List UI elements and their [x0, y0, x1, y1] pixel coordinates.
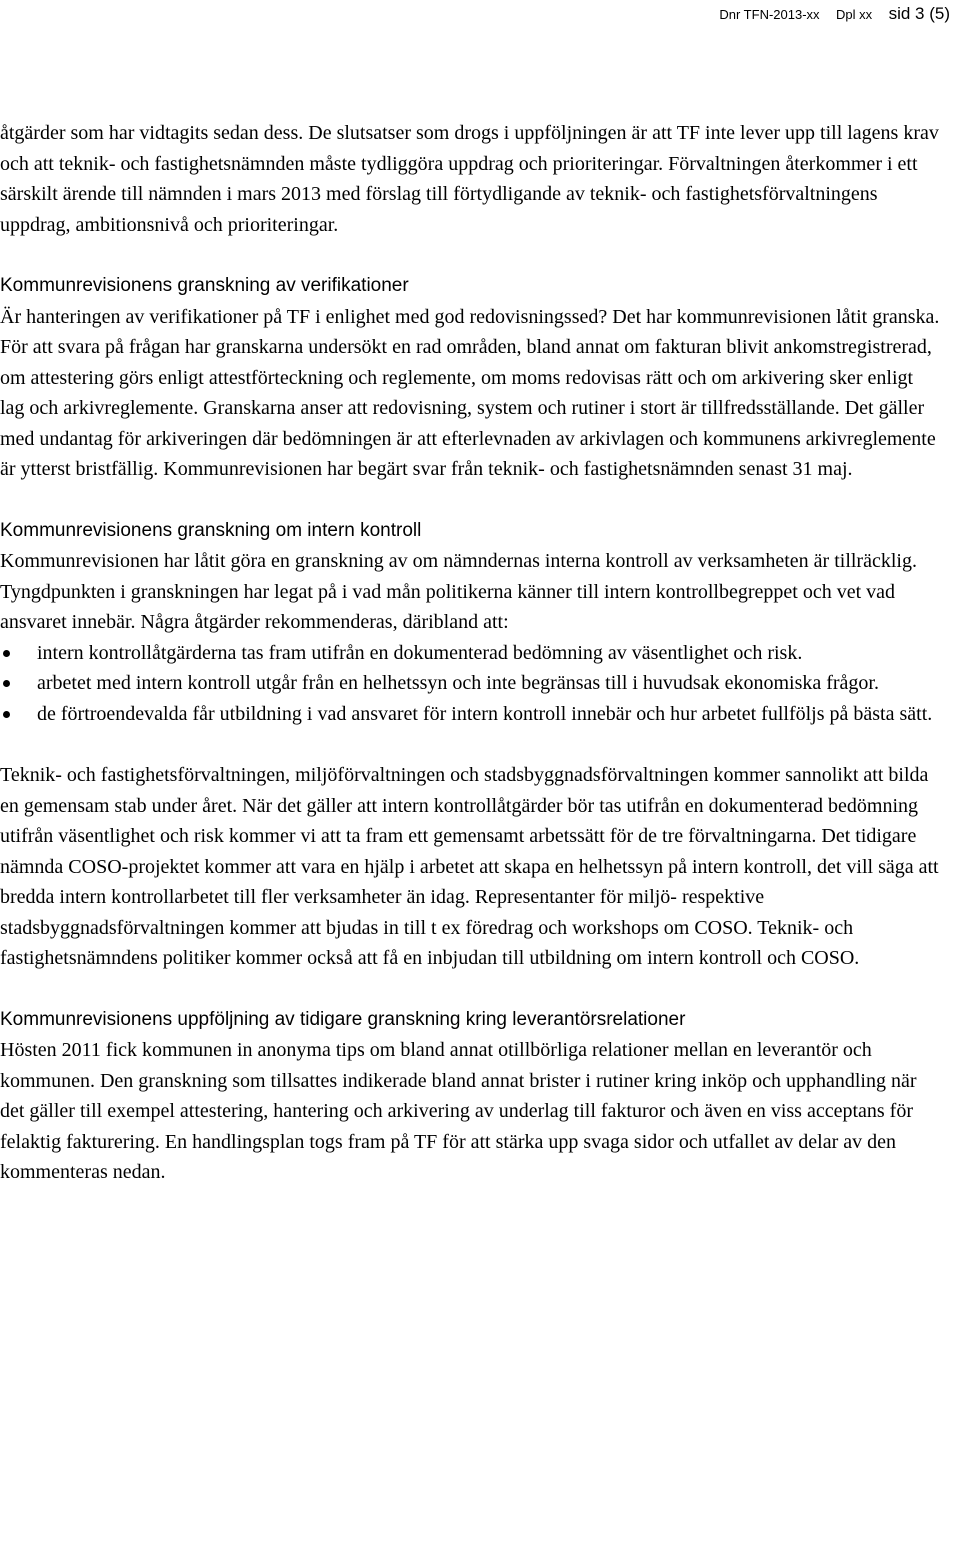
section-paragraph-verifications: Är hanteringen av verifikationer på TF i enlighet med god redovisningssed? Det har kommunrevisionen låtit granska. För att svara på frågan har granskarna undersökt en rad områden, bland annat om fakturan blivit ankomstregistrerad, om attestering görs enligt attestförteckning och reglemente, om moms redovisas rätt och om arkivering sker enligt lag och arkivreglemente. Granskarna anser att redovisning, system och rutiner i stort är tillfredsställande. Det gäller med undantag för arkiveringen där bedömningen är att efterlevnaden av arkivlagen och kommunens arkivreglemente är ytterst bristfällig. Kommunrevisionen har begärt svar från teknik- och fastighetsnämnden senast 31 maj.: [0, 305, 940, 480]
section-heading-supplier-relations: Kommunrevisionens uppföljning av tidigare granskning kring leverantörsrelationer: [0, 1008, 686, 1030]
recommendation-list: [0, 638, 940, 730]
section-heading-internal-control: Kommunrevisionens granskning om intern kontroll: [0, 519, 422, 541]
list-item: arbetet med intern kontroll utgår från en helhetssyn och inte begränsas till i huvudsak ekonomiska frågor.: [0, 668, 940, 699]
page-header: [719, 4, 950, 24]
list-item: intern kontrollåtgärderna tas fram utifrån en dokumenterad bedömning av väsentlighet och risk.: [0, 638, 940, 669]
section-paragraph-supplier-relations: Hösten 2011 fick kommunen in anonyma tips om bland annat otillbörliga relationer mellan en leverantör och kommunen. Den granskning som tillsattes indikerade bland annat brister i rutiner kring inköp och upphandling när det gäller till exempel attestering, hantering och arkivering av underlag till fakturor och även en viss acceptans för felaktig fakturering. En handlingsplan togs fram på TF för att stärka upp svaga sidor och utfallet av delar av den kommenteras nedan.: [0, 1039, 917, 1183]
bullet-icon: [3, 680, 10, 687]
document-body: [0, 118, 940, 1188]
section-paragraph-joint-staff: Teknik- och fastighetsförvaltningen, miljöförvaltningen och stadsbyggnadsförvaltningen kommer sannolikt att bilda en gemensam stab under året. När det gäller att intern kontrollåtgärder bör tas utifrån en dokumenterad bedömning utifrån väsentlighet och risk kommer vi att ta fram ett gemensamt arbetssätt för de tre förvaltningarna. Det tidigare nämnda COSO-projektet kommer att vara en hjälp i arbetet att skapa en helhetssyn på intern kontroll, det vill säga att bredda intern kontrollarbetet till fler verksamheter än idag. Representanter för miljö- respektive stadsbyggnadsförvaltningen kommer att bjudas in till t ex föredrag och workshops om COSO. Teknik- och fastighetsnämndens politiker kommer också att få en inbjudan till utbildning om intern kontroll och COSO.: [0, 764, 939, 969]
bullet-icon: [3, 650, 10, 657]
document-number: Dnr TFN-2013-xx: [719, 7, 820, 22]
section-paragraph-internal-control: Kommunrevisionen har låtit göra en granskning av om nämndernas interna kontroll av verksamheten är tillräcklig. Tyngdpunkten i granskningen har legat på i vad mån politikerna känner till intern kontrollbegreppet och vet vad ansvaret innebär. Några åtgärder rekommenderas, däribland att:: [0, 550, 917, 633]
diary-plan-number: Dpl xx: [836, 7, 873, 22]
page-number: sid 3 (5): [888, 4, 950, 23]
bullet-icon: [3, 711, 10, 718]
intro-paragraph: åtgärder som har vidtagits sedan dess. De slutsatser som drogs i uppföljningen är att TF inte lever upp till lagens krav och att teknik- och fastighetsnämnden måste tydliggöra uppdrag och prioriteringar. Förvaltningen återkommer i ett särskilt ärende till nämnden i mars 2013 med förslag till förtydligande av teknik- och fastighetsförvaltningens uppdrag, ambitionsnivå och prioriteringar.: [0, 122, 939, 236]
section-heading-verifications: Kommunrevisionens granskning av verifikationer: [0, 275, 409, 296]
list-item: de förtroendevalda får utbildning i vad ansvaret för intern kontroll innebär och hur arbetet fullföljs på bästa sätt.: [0, 699, 940, 730]
